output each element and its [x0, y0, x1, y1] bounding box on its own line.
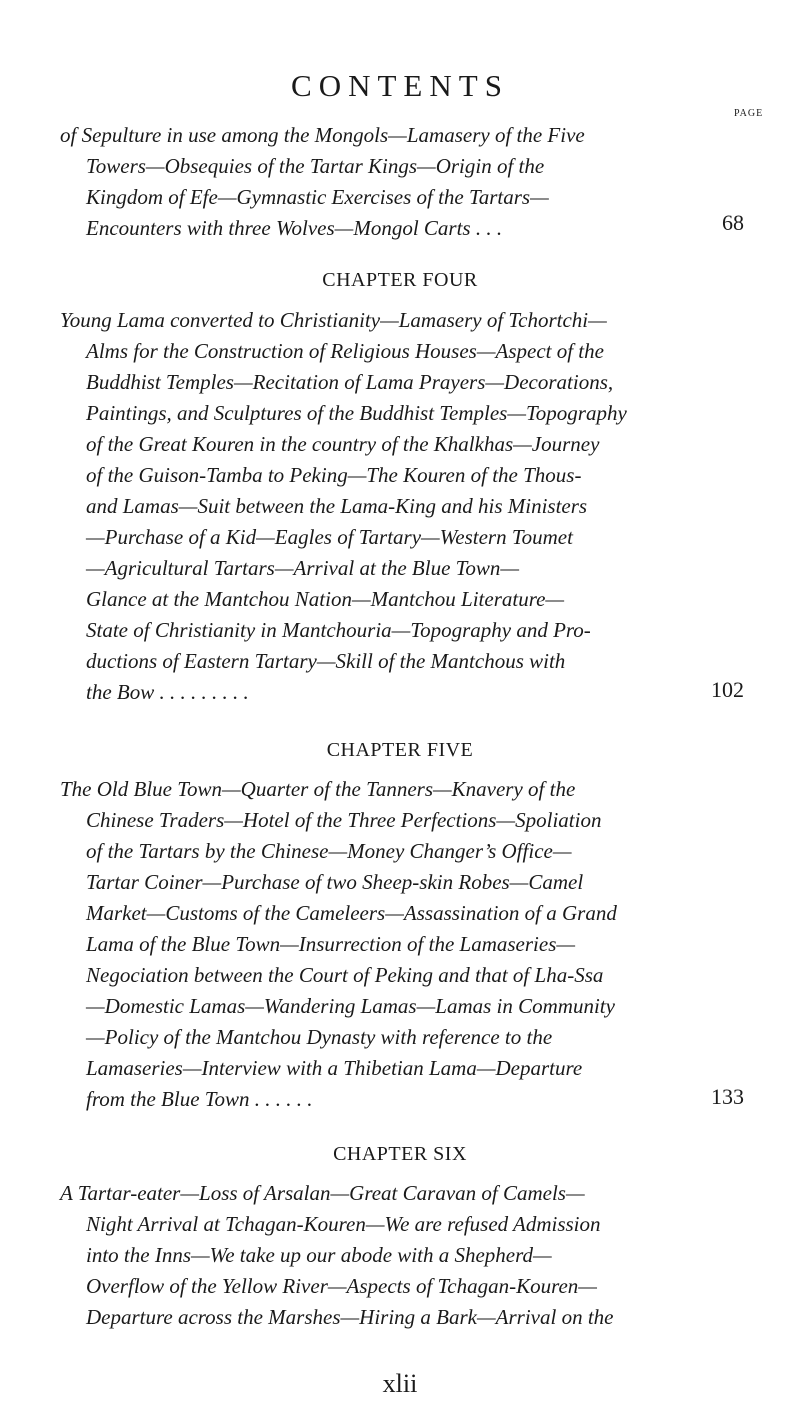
entry-line: of the Great Kouren in the country of the Khalkhas—Journey: [86, 432, 600, 456]
entry-line: —Policy of the Mantchou Dynasty with reference to the: [86, 1025, 553, 1049]
page-number: 102: [711, 677, 744, 702]
entry-line: Night Arrival at Tchagan-Kouren—We are refused Admission: [86, 1212, 601, 1236]
page-number: 68: [722, 210, 744, 235]
entry-line: and Lamas—Suit between the Lama-King and his Ministers: [86, 494, 588, 518]
entry-line: —Domestic Lamas—Wandering Lamas—Lamas in Community: [86, 994, 615, 1018]
page-number: 133: [711, 1084, 744, 1109]
entry-line: Encounters with three Wolves—Mongol Carts . . .: [86, 216, 503, 240]
entry-line: A Tartar-eater—Loss of Arsalan—Great Caravan of Camels—: [60, 1181, 585, 1205]
entry-line: Negociation between the Court of Peking and that of Lha-Ssa: [86, 963, 604, 987]
entry-line: —Purchase of a Kid—Eagles of Tartary—Western Toumet: [86, 525, 573, 549]
entry-line: Tartar Coiner—Purchase of two Sheep-skin Robes—Camel: [86, 870, 584, 894]
chapter-heading: CHAPTER FIVE: [326, 739, 474, 761]
entry-line: Towers—Obsequies of the Tartar Kings—Origin of the: [86, 154, 545, 178]
folio-page-number: xlii: [382, 1369, 418, 1398]
entry-line: —Agricultural Tartars—Arrival at the Blue Town—: [86, 556, 520, 580]
entry-line: Market—Customs of the Cameleers—Assassination of a Grand: [86, 901, 617, 925]
entry-line: of the Guison-Tamba to Peking—The Kouren of the Thous-: [86, 463, 582, 487]
entry-line: The Old Blue Town—Quarter of the Tanners—Knavery of the: [60, 777, 576, 801]
entry-line: the Bow . . . . . . . . .: [86, 680, 249, 704]
toc-entry-continuation: [60, 120, 686, 244]
page-column-label: PAGE: [734, 108, 764, 119]
entry-line: State of Christianity in Mantchouria—Topography and Pro-: [86, 618, 591, 642]
entry-line: Kingdom of Efe—Gymnastic Exercises of the Tartars—: [86, 185, 549, 209]
page-title: CONTENTS: [291, 68, 509, 103]
entry-line: Departure across the Marshes—Hiring a Bark—Arrival on the: [86, 1305, 614, 1329]
chapter-heading: CHAPTER SIX: [333, 1143, 467, 1165]
entry-line: of Sepulture in use among the Mongols—Lamasery of the Five: [60, 123, 585, 147]
entry-line: Paintings, and Sculptures of the Buddhist Temples—Topography: [86, 401, 627, 425]
entry-line: Glance at the Mantchou Nation—Mantchou Literature—: [86, 587, 565, 611]
entry-line: Chinese Traders—Hotel of the Three Perfections—Spoliation: [86, 808, 602, 832]
entry-line: Young Lama converted to Christianity—Lamasery of Tchortchi—: [60, 308, 607, 332]
toc-entry-chapter-four: [60, 305, 686, 708]
entry-line: Alms for the Construction of Religious Houses—Aspect of the: [86, 339, 604, 363]
chapter-heading: CHAPTER FOUR: [322, 269, 478, 291]
entry-line: Overflow of the Yellow River—Aspects of Tchagan-Kouren—: [86, 1274, 597, 1298]
toc-entry-chapter-six: [60, 1178, 686, 1333]
entry-line: Buddhist Temples—Recitation of Lama Prayers—Decorations,: [86, 370, 614, 394]
entry-line: Lama of the Blue Town—Insurrection of the Lamaseries—: [86, 932, 576, 956]
entry-line: from the Blue Town . . . . . .: [86, 1087, 313, 1111]
entry-line: ductions of Eastern Tartary—Skill of the Mantchous with: [86, 649, 566, 673]
entry-line: Lamaseries—Interview with a Thibetian Lama—Departure: [86, 1056, 583, 1080]
entry-line: into the Inns—We take up our abode with a Shepherd—: [86, 1243, 552, 1267]
toc-entry-chapter-five: [60, 774, 686, 1115]
entry-line: of the Tartars by the Chinese—Money Changer’s Office—: [86, 839, 572, 863]
